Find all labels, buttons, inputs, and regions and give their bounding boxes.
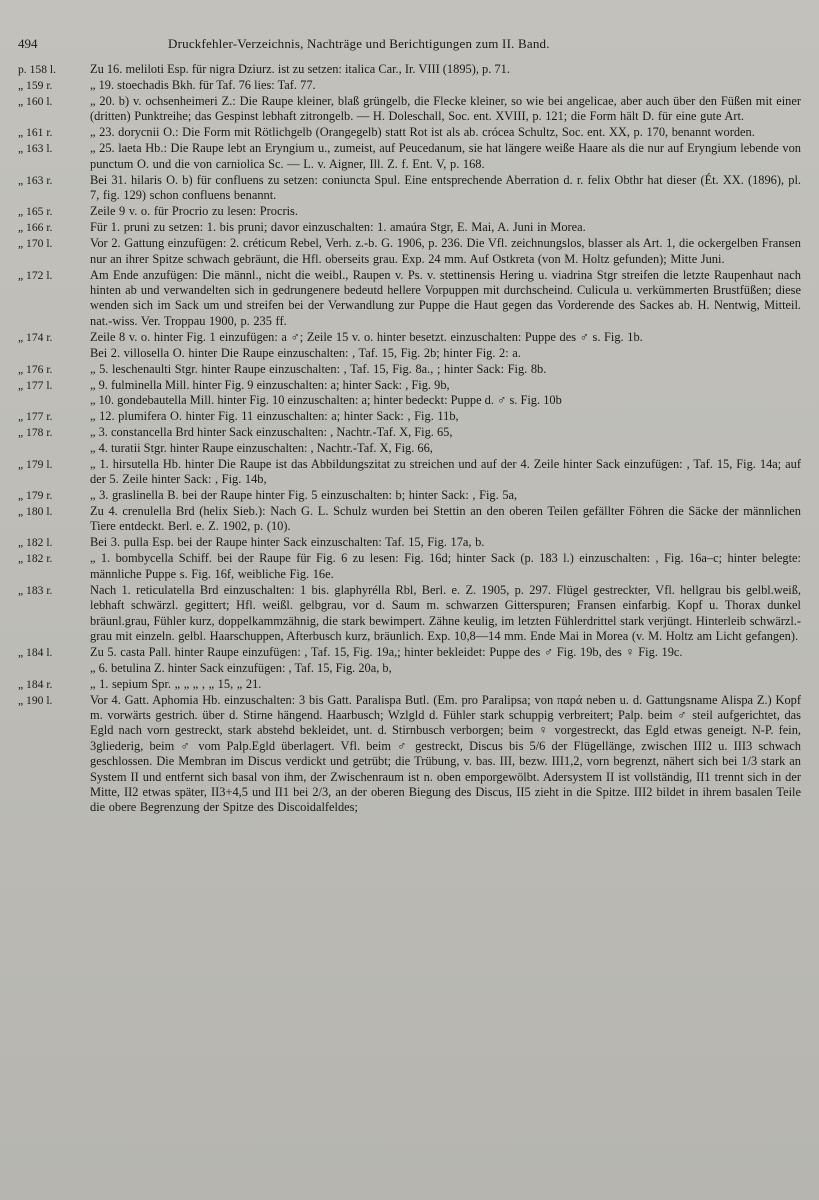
page-number: 494 xyxy=(18,36,38,51)
erratum-entry xyxy=(18,141,801,172)
entry-text: Vor 4. Gatt. Aphomia Hb. einzuschalten: 3 bis Gatt. Paralispa Butl. (Em. pro Paralipsa; von παρά neben u. d. Gattungsname Alispa Z.) Kopf m. vorwärts gestrich. über d. Stirne hängend. Haarbusch; Wzlgld d. Fühler stark schuppig verbreitert; Palp. beim ♂ steil aufgerichtet, das Egld nach vorn gestreckt, stark abstehd bekleidet, unt. d. Stirnbusch verborgen; beim ♀ vorgestreckt, das Egld etwas geneigt. N-P. fein, 3gliederig, beim ♂ vom Palp.Egld überlagert. Vfl. beim ♂ gestreckt, Discus bis 5/6 der Flügellänge, zwischen III2 u. III3 schwach geschlossen. Die Membran im Discus verdickt und getrübt; die Trübung, v. bas. III, bezw. III1,2, vorn begrenzt, nähert sich bei 1/3 stark an System II und entfernt sich basal von ihm, der Zwischenraum ist n. oben emporgewölbt. Adersystem II ist vollständig, II1 trennt sich in der Mitte, II2 etwas später, II3+4,5 und II1 bei 2/3, an der oberen Biegung des Discus, II5 zieht in die Spitze. III2 bildet in ihrem basalen Teile die obere Begrenzung der Spitze des Discoidalfeldes; xyxy=(90,692,801,815)
page-reference: „ 166 r. xyxy=(18,221,53,235)
entry-text: „ 1. sepium Spr. „ „ „ , „ 15, „ 21. xyxy=(90,676,262,691)
erratum-entry xyxy=(18,362,801,377)
erratum-entry xyxy=(18,125,801,140)
entry-text: Zu 16. meliloti Esp. für nigra Dziurz. ist zu setzen: italica Car., Ir. VIII (1895), p. 71. xyxy=(90,62,510,76)
page-reference: „ 176 r. xyxy=(18,362,53,376)
erratum-entry xyxy=(18,645,801,676)
page-reference: p. 158 l. xyxy=(18,63,57,76)
entry-text: „ 5. leschenaulti Stgr. hinter Raupe einzuschalten: , Taf. 15, Fig. 8a., ; hinter Sack: Fig. 8b. xyxy=(90,361,547,376)
entry-text: „ 10. gondebautella Mill. hinter Fig. 10 einzuschalten: a; hinter bedeckt: Puppe d. ♂ s. Fig. 10b xyxy=(90,393,562,408)
page-reference: „ 172 l. xyxy=(18,268,53,282)
erratum-entry xyxy=(18,457,801,488)
page-reference: „ 174 r. xyxy=(18,330,53,344)
erratum-entry xyxy=(18,236,801,267)
page-reference: „ 178 r. xyxy=(18,426,53,440)
page-reference xyxy=(18,346,90,361)
entry-text: „ 1. hirsutella Hb. hinter Die Raupe ist das Abbildungszitat zu streichen und auf der 4. Zeile hinter Sack einzufügen: , Taf. 15, Fig. 14a; auf der 5. Zeile hinter Sack: , Fig. 14b, xyxy=(90,456,801,487)
erratum-entry xyxy=(18,94,801,125)
erratum-entry xyxy=(18,583,801,645)
page-reference: „ 184 r. xyxy=(18,677,53,691)
page-reference: „ 182 l. xyxy=(18,536,53,550)
entry-text: Am Ende anzufügen: Die männl., nicht die weibl., Raupen v. Ps. v. stettinensis Hering u. viadrina Stgr streifen die letzte Raupenhaut nach hinten ab und verwandelten sich in gedrungenere bedeutd hellere Vorpuppen mit durchscheind. Culicula u. verkümmerten Brustfüßen; diese wenden sich im Sack um und streifen bei der Verwandlung zur Puppe die Haut gegen das Vorderende des Sackes ab. H. Nentwig, Mitteil. nat.-wiss. Ver. Troppau 1900, p. 235 ff. xyxy=(90,267,801,328)
erratum-entry xyxy=(18,488,801,503)
entry-text: „ 23. dorycnii O.: Die Form mit Rötlichgelb (Orangegelb) statt Rot ist als ab. crócea Schultz, Soc. ent. XX, p. 170, benannt worden. xyxy=(90,125,755,140)
entry-text: „ 20. b) v. ochsenheimeri Z.: Die Raupe kleiner, blaß grüngelb, die Flecke kleiner, so wie bei angelicae, aber auch über den Füßen mit einer (dritten) Punktreihe; das Gespinst lebhaft zitrongelb. — H. Doleschall, Soc. ent. XVIII, p. 121; die Form hält D. für eine gute Art. xyxy=(90,94,801,124)
running-header xyxy=(18,36,801,52)
entry-text: Nach 1. reticulatella Brd einzuschalten: 1 bis. glaphyrélla Rbl, Berl. e. Z. 1905, p. 297. Flügel gestreckter, Vfl. hellgrau bis gelbl.weiß, lebhaft schwärzl. gegittert; Hfl. weißl. gelbgrau, vor d. Saum m. schwarzen Gitterspuren; Fransen einfarbig. Kopf u. Thorax dunkel bräunl.grau, Fühler kurz, doppelkammzähnig, die stark bewimpert. Zähne keulig, im letzten Fühlerdrittel stark verjüngt. Hinterleib schwärzl.-grau mit einzeln. gelbl. Haarschuppen, Afterbusch kurz, bräunlich. Exp. 10,8—14 mm. Ende Mai in Morea (v. M. Holtz am Licht gefangen). xyxy=(90,582,801,644)
erratum-entry xyxy=(18,78,801,93)
page-reference: „ 159 r. xyxy=(18,79,53,92)
erratum-entry xyxy=(18,551,801,582)
page-reference: „ 183 r. xyxy=(18,583,53,597)
erratum-entry xyxy=(18,220,801,235)
erratum-entry xyxy=(18,204,801,219)
erratum-entry xyxy=(18,535,801,550)
page-reference: „ 190 l. xyxy=(18,693,53,707)
entry-text: „ 4. turatii Stgr. hinter Raupe einzuschalten: , Nachtr.-Taf. X, Fig. 66, xyxy=(90,440,433,455)
page-reference: „ 163 r. xyxy=(18,173,53,187)
page-reference: „ 177 r. xyxy=(18,410,53,424)
page-reference: „ 177 l. xyxy=(18,378,53,392)
erratum-entry xyxy=(18,504,801,535)
erratum-entry xyxy=(18,409,801,424)
page-reference: „ 165 r. xyxy=(18,205,53,219)
entry-text: Bei 31. hilaris O. b) für confluens zu setzen: coniuncta Spul. Eine entsprechende Aberration d. r. felix Obthr hat dieser (Ét. XX. (1896), pl. 7, fig. 129) schon confluens benannt. xyxy=(90,172,801,203)
erratum-entry xyxy=(18,425,801,456)
erratum-entry xyxy=(18,677,801,692)
entry-text: „ 12. plumifera O. hinter Fig. 11 einzuschalten: a; hinter Sack: , Fig. 11b, xyxy=(90,409,459,424)
entry-text: Vor 2. Gattung einzufügen: 2. créticum Rebel, Verh. z.-b. G. 1906, p. 236. Die Vfl. zeichnungslos, blasser als Art. 1, die ockergelben Fransen nur an ihrer Spitze schwach gebräunt, die Hfl. oberseits grau. Exp. 24 mm. Auf Ostkreta (von M. Holtz gefunden); Mitte Juni. xyxy=(90,236,801,266)
page-reference: „ 179 r. xyxy=(18,489,53,503)
erratum-entry xyxy=(18,62,801,77)
entry-text: „ 25. laeta Hb.: Die Raupe lebt an Eryngium u., zumeist, auf Peucedanum, sie hat längere weiße Haare als die nur auf Eryngium lebende von punctum O. und die von carniolica Sc. — L. v. Aigner, Ill. Z. f. Ent. V, p. 168. xyxy=(90,141,801,171)
entry-text: Für 1. pruni zu setzen: 1. bis pruni; davor einzuschalten: 1. amaúra Stgr, E. Mai, A. Juni in Morea. xyxy=(90,220,586,235)
page-reference: „ 161 r. xyxy=(18,126,53,140)
page-reference: „ 179 l. xyxy=(18,457,53,471)
page-reference: „ 184 l. xyxy=(18,646,53,660)
page-reference: „ 180 l. xyxy=(18,505,53,519)
entry-text: „ 6. betulina Z. hinter Sack einzufügen: , Taf. 15, Fig. 20a, b, xyxy=(90,660,392,675)
entry-text: „ 19. stoechadis Bkh. für Taf. 76 lies: Taf. 77. xyxy=(90,78,316,92)
entry-text: „ 1. bombycella Schiff. bei der Raupe für Fig. 6 zu lesen: Fig. 16d; hinter Sack (p. 183 l.) einzuschalten: , Fig. 16a–c; hinter belegte: männliche Puppe s. Fig. 16f, weibliche Fig. 16e. xyxy=(90,551,801,581)
entry-text: „ 9. fulminella Mill. hinter Fig. 9 einzuschalten: a; hinter Sack: , Fig. 9b, xyxy=(90,377,450,392)
entry-text: „ 3. graslinella B. bei der Raupe hinter Fig. 5 einzuschalten: b; hinter Sack: , Fig. 5a, xyxy=(90,488,518,503)
page-reference: „ 163 l. xyxy=(18,142,53,156)
entry-text: Zu 4. crenulella Brd (helix Sieb.): Nach G. L. Schulz wurden bei Stettin an den oberen Teilen gefällter Föhren die Säcke der männlichen Tiere entdeckt. Berl. e. Z. 1902, p. (10). xyxy=(90,504,801,534)
erratum-entry xyxy=(18,330,801,345)
erratum-entry xyxy=(18,693,801,816)
entry-text: Bei 2. villosella O. hinter Die Raupe einzuschalten: , Taf. 15, Fig. 2b; hinter Fig. 2: a. xyxy=(90,345,521,360)
erratum-entry xyxy=(18,346,801,361)
page-reference: „ 170 l. xyxy=(18,237,53,251)
entry-text: Zeile 9 v. o. für Procrio zu lesen: Procris. xyxy=(90,204,298,219)
entry-text: Zeile 8 v. o. hinter Fig. 1 einzufügen: a ♂; Zeile 15 v. o. hinter besetzt. einzuschalten: Puppe des ♂ s. Fig. 1b. xyxy=(90,329,643,344)
page-reference: „ 182 r. xyxy=(18,552,53,566)
page-reference: „ 160 l. xyxy=(18,95,53,108)
entry-text: „ 3. constancella Brd hinter Sack einzuschalten: , Nachtr.-Taf. X, Fig. 65, xyxy=(90,425,453,440)
running-title: Druckfehler-Verzeichnis, Nachträge und Berichtigungen zum II. Band. xyxy=(168,36,550,51)
entry-text: Zu 5. casta Pall. hinter Raupe einzufügen: , Taf. 15, Fig. 19a,; hinter bekleidet: Puppe des ♂ Fig. 19b, des ♀ Fig. 19c. xyxy=(90,645,683,660)
erratum-entry xyxy=(18,268,801,330)
erratum-entry xyxy=(18,378,801,409)
erratum-entry xyxy=(18,173,801,204)
entry-text: Bei 3. pulla Esp. bei der Raupe hinter Sack einzuschalten: Taf. 15, Fig. 17a, b. xyxy=(90,535,485,550)
